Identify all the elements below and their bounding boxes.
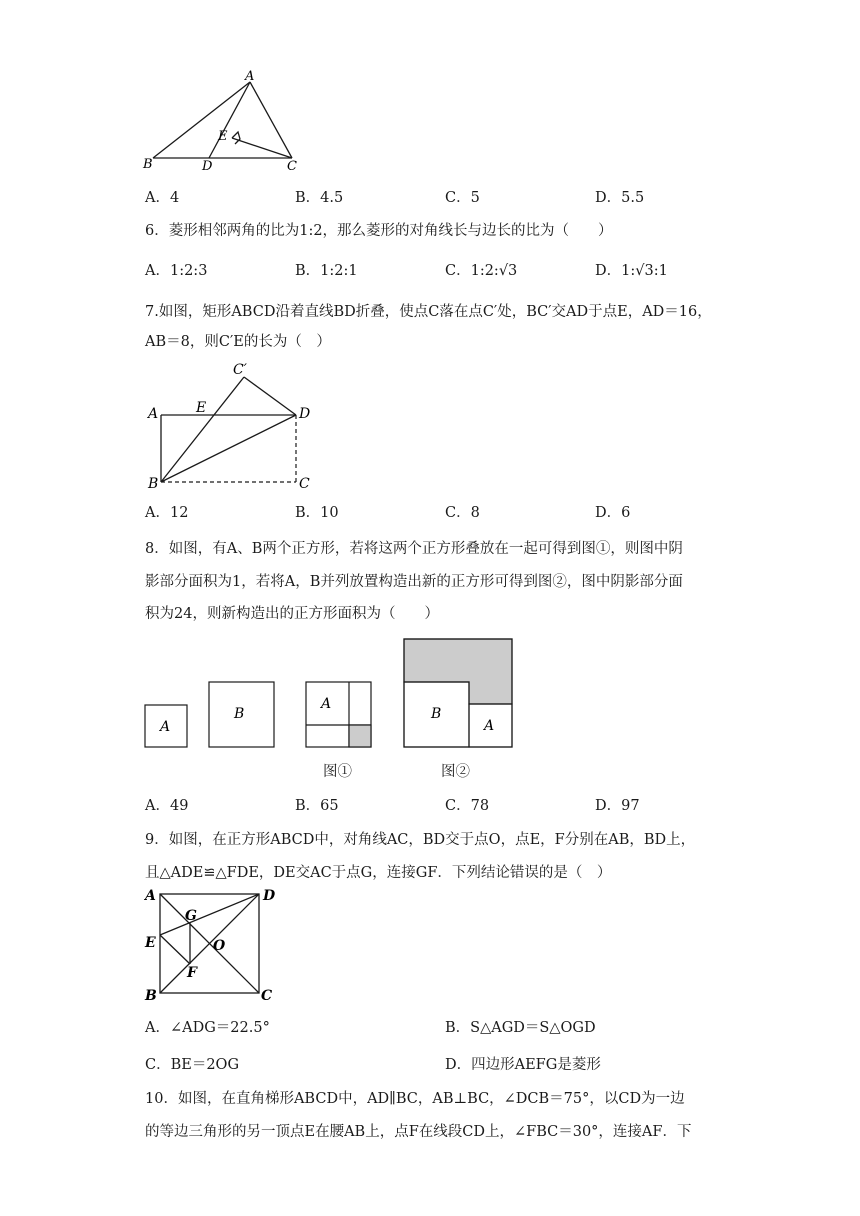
q7-label-D: D (299, 406, 311, 422)
q7-option-c[interactable]: C．8 (445, 505, 480, 521)
q8-label-A2: A (321, 696, 332, 712)
q8-label-A3: A (484, 718, 495, 734)
q7-label-E: E (196, 400, 207, 416)
q9-label-E: E (145, 935, 156, 951)
q9-stem-line2: 且△ADE≌△FDE，DE交AC于点G，连接GF．下列结论错误的是（ ） (145, 865, 612, 881)
q9-label-F: F (187, 965, 197, 981)
q7-label-C-prime: C′ (233, 362, 247, 378)
q7-stem-line1: 7.如图，矩形ABCD沿着直线BD折叠，使点C落在点C′处，BC′交AD于点E，AD＝16， (145, 304, 712, 320)
q5-label-C: C (287, 159, 297, 174)
q9-label-O: O (213, 938, 226, 954)
q6-option-c[interactable]: C．1:2:√3 (445, 263, 518, 279)
q7-option-b[interactable]: B．10 (295, 505, 339, 521)
q9-stem-line1: 9．如图，在正方形ABCD中，对角线AC，BD交于点O，点E，F分别在AB，BD上， (145, 832, 696, 848)
q5-label-D: D (202, 159, 213, 174)
q5-option-c[interactable]: C．5 (445, 190, 480, 206)
q6-stem: 6．菱形相邻两角的比为1:2，那么菱形的对角线长与边长的比为（ ） (145, 223, 613, 239)
q7-stem-line2: AB＝8，则C′E的长为（ ） (145, 334, 331, 350)
q8-stem-line1: 8．如图，有A、B两个正方形，若将这两个正方形叠放在一起可得到图①，则图中阴 (145, 541, 683, 557)
q6-option-a[interactable]: A．1:2:3 (145, 263, 208, 279)
q8-label-A1: A (160, 719, 171, 735)
q7-label-C: C (299, 476, 310, 492)
q9-option-a[interactable]: A．∠ADG＝22.5° (145, 1020, 270, 1036)
q7-option-a[interactable]: A．12 (145, 505, 189, 521)
q8-label-B2: B (431, 706, 442, 722)
q7-option-d[interactable]: D．6 (595, 505, 631, 521)
q8-option-d[interactable]: D．97 (595, 798, 640, 814)
q10-stem-line1: 10．如图，在直角梯形ABCD中，AD∥BC，AB⊥BC，∠DCB＝75°，以CD为一边 (145, 1091, 685, 1107)
q7-label-A: A (148, 406, 159, 422)
q7-label-B: B (148, 476, 159, 492)
q5-label-A: A (245, 69, 255, 84)
q8-stem-line3: 积为24，则新构造出的正方形面积为（ ） (145, 606, 439, 622)
q9-label-D: D (263, 888, 276, 904)
q8-option-b[interactable]: B．65 (295, 798, 339, 814)
q5-option-d[interactable]: D．5.5 (595, 190, 645, 206)
q9-option-b[interactable]: B．S△AGD＝S△OGD (445, 1020, 596, 1036)
q5-label-E: E (218, 129, 228, 144)
q5-option-a[interactable]: A．4 (145, 190, 180, 206)
q8-figure1-caption: 图① (323, 764, 352, 780)
q8-option-a[interactable]: A．49 (145, 798, 189, 814)
q9-label-C: C (261, 988, 273, 1004)
q5-option-b[interactable]: B．4.5 (295, 190, 344, 206)
q6-option-b[interactable]: B．1:2:1 (295, 263, 358, 279)
q6-option-d[interactable]: D．1:√3:1 (595, 263, 668, 279)
q9-option-d[interactable]: D．四边形AEFG是菱形 (445, 1057, 601, 1073)
q9-label-B: B (145, 988, 157, 1004)
q5-label-B: B (143, 157, 153, 172)
q8-label-B1: B (234, 706, 245, 722)
q10-stem-line2: 的等边三角形的另一顶点E在腰AB上，点F在线段CD上，∠FBC＝30°，连接AF．下 (145, 1124, 692, 1140)
q8-option-c[interactable]: C．78 (445, 798, 490, 814)
q9-label-G: G (185, 908, 197, 924)
q8-figure2-caption: 图② (441, 764, 470, 780)
q9-label-A: A (145, 888, 156, 904)
q8-stem-line2: 影部分面积为1，若将A，B并列放置构造出新的正方形可得到图②，图中阴影部分面 (145, 574, 683, 590)
q9-option-c[interactable]: C．BE＝2OG (145, 1057, 240, 1073)
